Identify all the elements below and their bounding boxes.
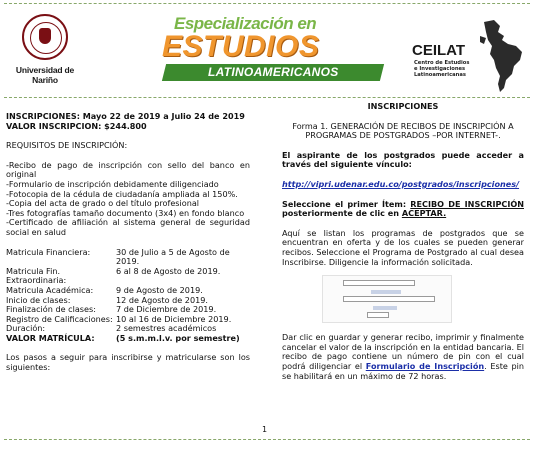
university-seal-icon: [22, 14, 68, 60]
requirement-item: -Formulario de inscripción debidamente diligenciado: [6, 178, 219, 189]
programs-text: Aquí se listan los programas de postgrados que se encuentran en oferta y de los cuales se pueden generar recibos. Seleccione el Programa de Postgrado al cual desea Inscribirse. Diligencie la información solicitada.: [282, 227, 524, 267]
form-title: Forma 1. GENERACIÓN DE RECIBOS DE INSCRIPCIÓN A PROGRAMAS DE POSTGRADOS –POR INTERNET-.: [292, 120, 514, 141]
requirement-item: -Certificado de afiliación al sistema general de seguridad social en salud: [6, 217, 250, 237]
select-instruction: [282, 200, 524, 219]
schedule-value: 7 de Diciembre de 2019.: [116, 304, 217, 315]
registration-dates: INSCRIPCIONES: Mayo 22 de 2019 a Julio 24 de 2019: [6, 111, 245, 121]
requirement-item: -Fotocopia de la cédula de ciudadanía ampliada al 150%.: [6, 188, 238, 199]
banner-line-3: LATINOAMERICANOS: [207, 65, 339, 79]
access-text: El aspirante de los postgrados puede acceder a través del siguiente vínculo:: [282, 149, 524, 170]
payment-text: [282, 333, 524, 381]
schedule-value: 6 al 8 de Agosto de 2019.: [116, 265, 221, 276]
schedule-value: 12 de Agosto de 2019.: [116, 294, 208, 305]
latin-america-map-icon: [478, 18, 528, 94]
schedule-value: 10 al 16 de Diciembre 2019.: [116, 313, 232, 324]
schedule-label: Finalización de clases:: [6, 304, 96, 315]
schedule-row: [6, 334, 250, 344]
university-name: Universidad de Nariño: [15, 65, 75, 85]
banner-line-1: Especialización en: [174, 14, 317, 33]
schedule-value: 2 semestres académicos: [116, 323, 217, 334]
header-top-rule: [4, 3, 530, 4]
steps-intro: Los pasos a seguir para inscribirse y matricularse son los siguientes:: [6, 352, 250, 373]
requirement-item: -Tres fotografías tamaño documento (3x4) en fondo blanco: [6, 207, 245, 218]
form-select-icon: [343, 280, 415, 286]
schedule-value: (5 s.m.m.l.v. por semestre): [116, 332, 240, 343]
form-button-icon: [367, 312, 389, 318]
payment-text-a: Dar clic en guardar y generar recibo, imprimir y finalmente cancelar el valor de la inscripción en la entidad bancaria. El recibo de pago contiene un número de pin con el cual podrá diligenciar el: [282, 332, 524, 371]
schedule-label: Duración:: [6, 323, 46, 334]
form-select-icon: [343, 296, 435, 302]
ceilat-subtitle: Centro de Estudios e Investigaciones Latinoamericanas: [414, 60, 470, 78]
form-label-icon: [371, 290, 401, 294]
requirement-item: -Recibo de pago de inscripción con sello del banco en original: [6, 159, 250, 180]
select-text-a: Seleccione el primer Ítem:: [282, 198, 407, 209]
schedule-label: Matricula Financiera:: [6, 246, 91, 257]
right-column: [282, 102, 524, 381]
banner-line-2: ESTUDIOS: [162, 30, 320, 63]
schedule-value: 30 de Julio a 5 de Agosto de 2019.: [116, 246, 230, 267]
schedule-list: [6, 248, 250, 344]
schedule-value: 9 de Agosto de 2019.: [116, 284, 203, 295]
payment-text-c: . Este pin se habilitará en un máximo de 72 horas.: [282, 360, 524, 381]
registration-link[interactable]: http://vipri.udenar.edu.co/postgrados/inscripciones/: [282, 178, 520, 189]
section-title: INSCRIPCIONES: [367, 101, 439, 111]
schedule-label: Inicio de clases:: [6, 294, 71, 305]
schedule-label: Registro de Calificaciones:: [6, 313, 113, 324]
footer-rule: [4, 439, 530, 440]
registration-fee: VALOR INSCRIPCION: $244.800: [6, 120, 147, 131]
schedule-label: VALOR MATRÍCULA:: [6, 332, 95, 343]
schedule-label: Matricula Fin. Extraordinaria:: [6, 265, 67, 286]
accept-text: ACEPTAR.: [401, 208, 447, 219]
schedule-row: [6, 248, 250, 267]
requirements-title: REQUISITOS DE INSCRIPCIÓN:: [6, 140, 128, 151]
header-bottom-rule: [4, 97, 530, 98]
form-label-icon: [373, 306, 397, 310]
schedule-row: [6, 267, 250, 286]
university-logo: [10, 14, 80, 94]
ceilat-logo: [408, 18, 528, 94]
program-banner: [152, 15, 390, 91]
requirement-item: -Copia del acta de grado o del título profesional: [6, 198, 200, 209]
ceilat-name: CEILAT: [412, 42, 466, 59]
select-option-name: RECIBO DE INSCRIPCIÓN: [410, 198, 524, 209]
form-link-text: Formulario de Inscripción: [365, 360, 485, 371]
schedule-label: Matricula Académica:: [6, 284, 94, 295]
banner-band: [162, 64, 384, 81]
form-screenshot-image: [322, 275, 452, 323]
select-text-c: posteriormente de clic en: [282, 208, 400, 219]
left-column: [6, 112, 250, 373]
requirements-list: [6, 161, 250, 238]
page-number: 1: [262, 425, 268, 434]
